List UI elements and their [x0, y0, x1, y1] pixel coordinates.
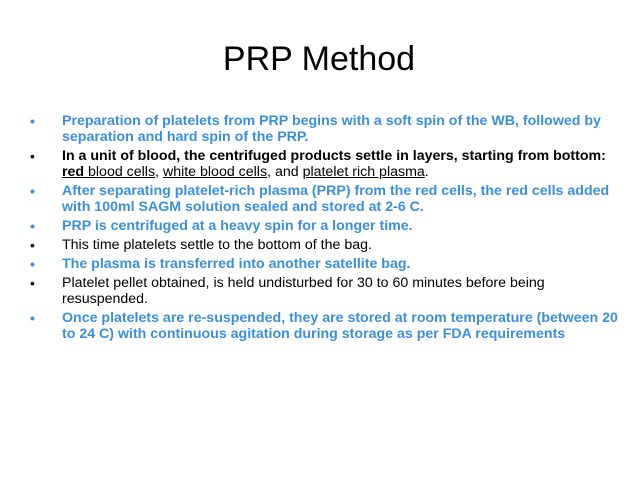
bullet-text: PRP is centrifuged at a heavy spin for a longer time.: [62, 218, 413, 234]
bullet-text: Platelet pellet obtained, is held undisturbed for 30 to 60 minutes before being resuspended.: [62, 275, 545, 307]
bullet-dot: •: [30, 218, 35, 234]
separator-text: ,: [155, 164, 163, 180]
bullet-item: [30, 275, 620, 307]
bullet-dot: •: [30, 183, 35, 199]
red-blood-cells-term: blood cells: [84, 164, 156, 180]
bullet-dot: •: [30, 113, 35, 129]
bullet-text: After separating platelet-rich plasma (PRP) from the red cells, the red cells added with 100ml SAGM solution sealed and stored at 2-6 C.: [62, 183, 610, 215]
bullet-text: Once platelets are re-suspended, they are stored at room temperature (between 20 to 24 C) with continuous agitation during storage as per FDA requirements: [62, 310, 618, 342]
bullet-dot: •: [30, 256, 35, 272]
bullet-text: This time platelets settle to the bottom of the bag.: [62, 237, 372, 253]
bullet-text-prefix: In a unit of blood, the centrifuged products settle in layers, starting from bottom:: [62, 148, 606, 164]
bullet-item: [30, 113, 620, 145]
bullet-item: [30, 218, 620, 234]
bullet-item: [30, 256, 620, 272]
bullet-item: [30, 183, 620, 215]
slide-title: PRP Method: [222, 40, 416, 78]
bullet-item: [30, 148, 620, 180]
separator-text: , and: [267, 164, 303, 180]
bullet-dot: •: [30, 148, 35, 164]
platelet-rich-plasma-term: platelet rich plasma: [302, 164, 425, 180]
bullet-dot: •: [30, 237, 35, 253]
bullet-item: [30, 237, 620, 253]
bullet-dot: •: [30, 275, 35, 291]
red-blood-cells-term-bold: red: [62, 164, 85, 180]
bullet-item: [30, 310, 620, 342]
bullet-text-end: .: [424, 164, 429, 180]
bullet-list: [30, 113, 620, 345]
bullet-dot: •: [30, 310, 35, 326]
white-blood-cells-term: white blood cells: [162, 164, 268, 180]
bullet-text: The plasma is transferred into another satellite bag.: [62, 256, 411, 272]
bullet-text: Preparation of platelets from PRP begins with a soft spin of the WB, followed by separation and hard spin of the PRP.: [62, 113, 601, 145]
